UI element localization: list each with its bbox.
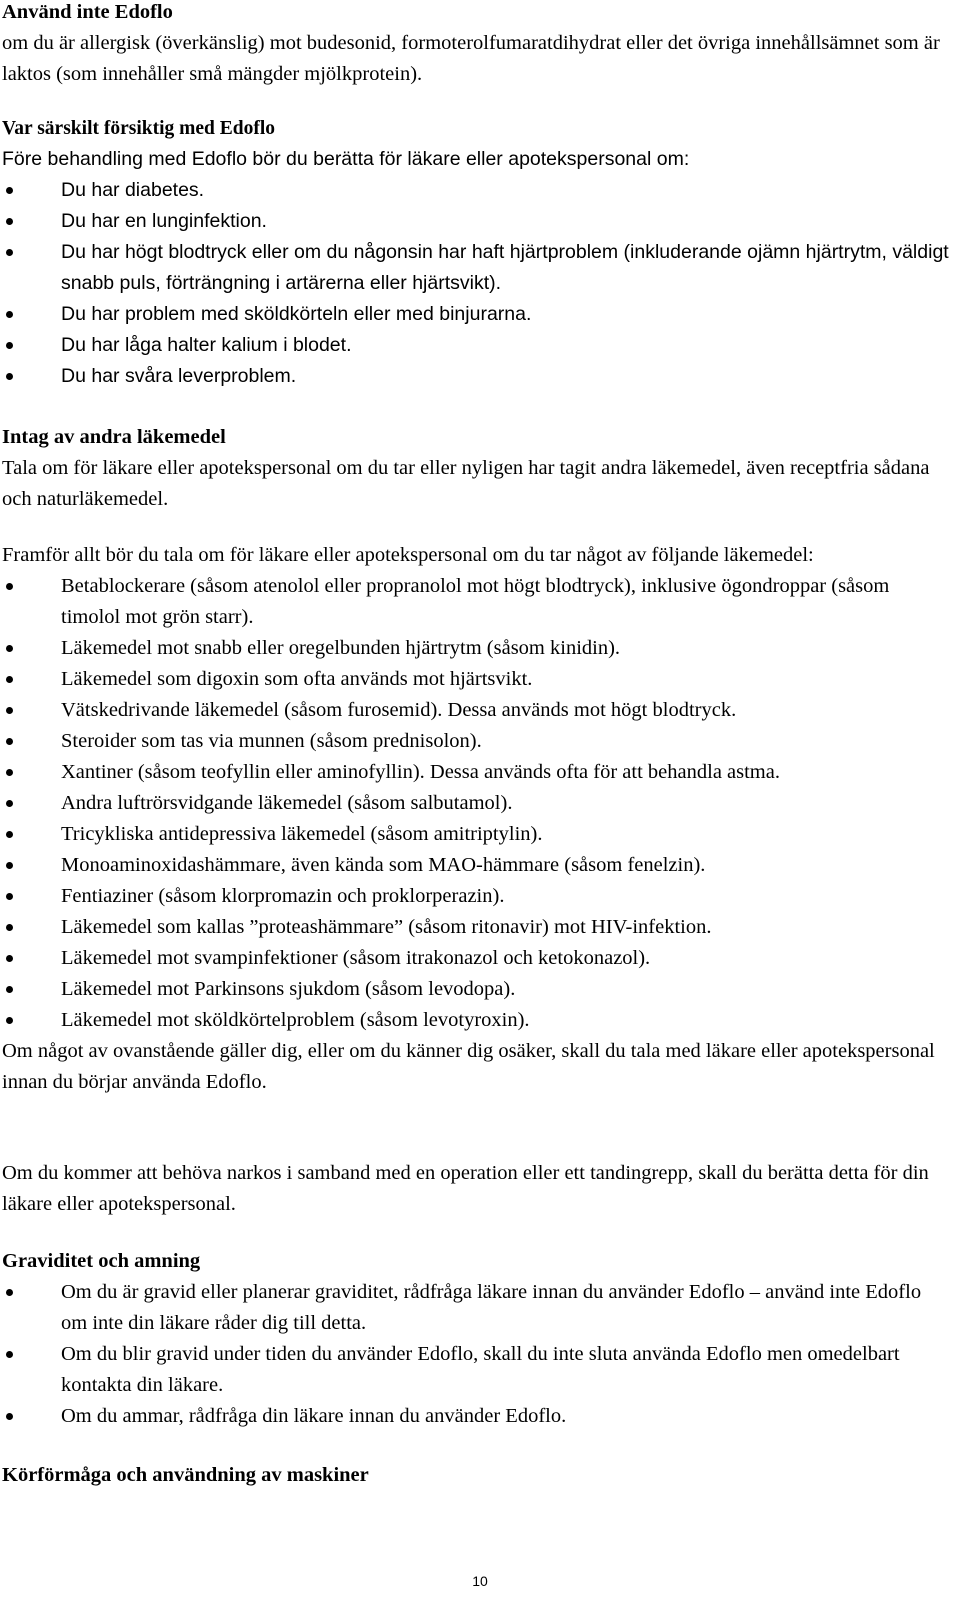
- list-item: Vätskedrivande läkemedel (såsom furosemid). Dessa används mot högt blodtryck.: [2, 695, 952, 726]
- section-text: Tala om för läkare eller apotekspersonal om du tar eller nyligen har tagit andra läkemedel, även receptfria sådana och naturläkemedel.: [2, 457, 930, 510]
- section-anesthesia: [2, 1158, 952, 1220]
- list-item: Du har svåra leverproblem.: [2, 361, 952, 392]
- bullet-icon: [6, 924, 13, 931]
- bullet-icon: [6, 893, 13, 900]
- bullet-icon: [6, 831, 13, 838]
- list-item: Fentiaziner (såsom klorpromazin och proklorperazin).: [2, 881, 952, 912]
- bullet-icon: [6, 800, 13, 807]
- list-item: Du har låga halter kalium i blodet.: [2, 330, 952, 361]
- list-item: Betablockerare (såsom atenolol eller propranolol mot högt blodtryck), inklusive ögondroppar (såsom timolol mot grön starr).: [2, 571, 952, 633]
- list-item: Du har högt blodtryck eller om du någonsin har haft hjärtproblem (inkluderande ojämn hjärtrytm, väldigt snabb puls, förträngning i artärerna eller hjärtsvikt).: [2, 237, 952, 299]
- bullet-icon: [6, 955, 13, 962]
- bullet-icon: [6, 862, 13, 869]
- list-item: Monoaminoxidashämmare, även kända som MAO-hämmare (såsom fenelzin).: [2, 850, 952, 881]
- bullet-icon: [6, 187, 13, 194]
- bullet-icon: [6, 738, 13, 745]
- list-item: Om du blir gravid under tiden du använder Edoflo, skall du inte sluta använda Edoflo men omedelbart kontakta din läkare.: [2, 1339, 952, 1401]
- list-item: Läkemedel mot snabb eller oregelbunden hjärtrytm (såsom kinidin).: [2, 633, 952, 664]
- section-text: om du är allergisk (överkänslig) mot budesonid, formoterolfumaratdihydrat eller det övriga innehållsämnet som är laktos (som innehåller små mängder mjölkprotein).: [2, 32, 940, 85]
- list-item: Du har en lunginfektion.: [2, 206, 952, 237]
- section-heading: Graviditet och amning: [2, 1250, 201, 1272]
- section-contraindications: [2, 0, 952, 90]
- section-warnings: [2, 113, 952, 392]
- list-item: Du har diabetes.: [2, 175, 952, 206]
- section-pregnancy: [2, 1246, 952, 1432]
- bullet-icon: [6, 645, 13, 652]
- bullet-icon: [6, 707, 13, 714]
- section-text: Om något av ovanstående gäller dig, eller om du känner dig osäker, skall du tala med läkare eller apotekspersonal innan du börjar använda Edoflo.: [2, 1040, 935, 1093]
- page-number: 10: [472, 1573, 488, 1589]
- bullet-icon: [6, 311, 13, 318]
- bullet-icon: [6, 986, 13, 993]
- bullet-icon: [6, 249, 13, 256]
- list-item: Du har problem med sköldkörteln eller med binjurarna.: [2, 299, 952, 330]
- section-intro: Före behandling med Edoflo bör du berätta för läkare eller apotekspersonal om:: [2, 148, 690, 170]
- list-item: Läkemedel mot Parkinsons sjukdom (såsom levodopa).: [2, 974, 952, 1005]
- section-interactions-list: [2, 540, 952, 1098]
- section-driving: [2, 1460, 952, 1491]
- section-interactions: [2, 422, 952, 515]
- section-heading: Intag av andra läkemedel: [2, 426, 226, 448]
- list-item: Läkemedel som digoxin som ofta används mot hjärtsvikt.: [2, 664, 952, 695]
- list-item: Steroider som tas via munnen (såsom prednisolon).: [2, 726, 952, 757]
- section-intro: Framför allt bör du tala om för läkare eller apotekspersonal om du tar något av följande läkemedel:: [2, 544, 814, 566]
- bullet-icon: [6, 342, 13, 349]
- bullet-icon: [6, 1351, 13, 1358]
- bullet-icon: [6, 373, 13, 380]
- warnings-list: [2, 175, 952, 392]
- section-heading: Körförmåga och användning av maskiner: [2, 1464, 369, 1486]
- list-item: Om du är gravid eller planerar graviditet, rådfråga läkare innan du använder Edoflo – använd inte Edoflo om inte din läkare råder dig till detta.: [2, 1277, 952, 1339]
- section-heading: Använd inte Edoflo: [2, 1, 173, 23]
- list-item: Om du ammar, rådfråga din läkare innan du använder Edoflo.: [2, 1401, 952, 1432]
- list-item: Andra luftrörsvidgande läkemedel (såsom salbutamol).: [2, 788, 952, 819]
- section-heading: Var särskilt försiktig med Edoflo: [2, 118, 276, 139]
- bullet-icon: [6, 1289, 13, 1296]
- section-text: Om du kommer att behöva narkos i samband med en operation eller ett tandingrepp, skall du berätta detta för din läkare eller apotekspersonal.: [2, 1162, 929, 1215]
- pregnancy-list: [2, 1277, 952, 1432]
- list-item: Xantiner (såsom teofyllin eller aminofyllin). Dessa används ofta för att behandla astma.: [2, 757, 952, 788]
- list-item: Läkemedel mot svampinfektioner (såsom itrakonazol och ketokonazol).: [2, 943, 952, 974]
- list-item: Tricykliska antidepressiva läkemedel (såsom amitriptylin).: [2, 819, 952, 850]
- bullet-icon: [6, 218, 13, 225]
- bullet-icon: [6, 769, 13, 776]
- medication-list: [2, 571, 952, 1036]
- bullet-icon: [6, 1017, 13, 1024]
- bullet-icon: [6, 1413, 13, 1420]
- list-item: Läkemedel som kallas ”proteashämmare” (såsom ritonavir) mot HIV-infektion.: [2, 912, 952, 943]
- bullet-icon: [6, 676, 13, 683]
- bullet-icon: [6, 583, 13, 590]
- list-item: Läkemedel mot sköldkörtelproblem (såsom levotyroxin).: [2, 1005, 952, 1036]
